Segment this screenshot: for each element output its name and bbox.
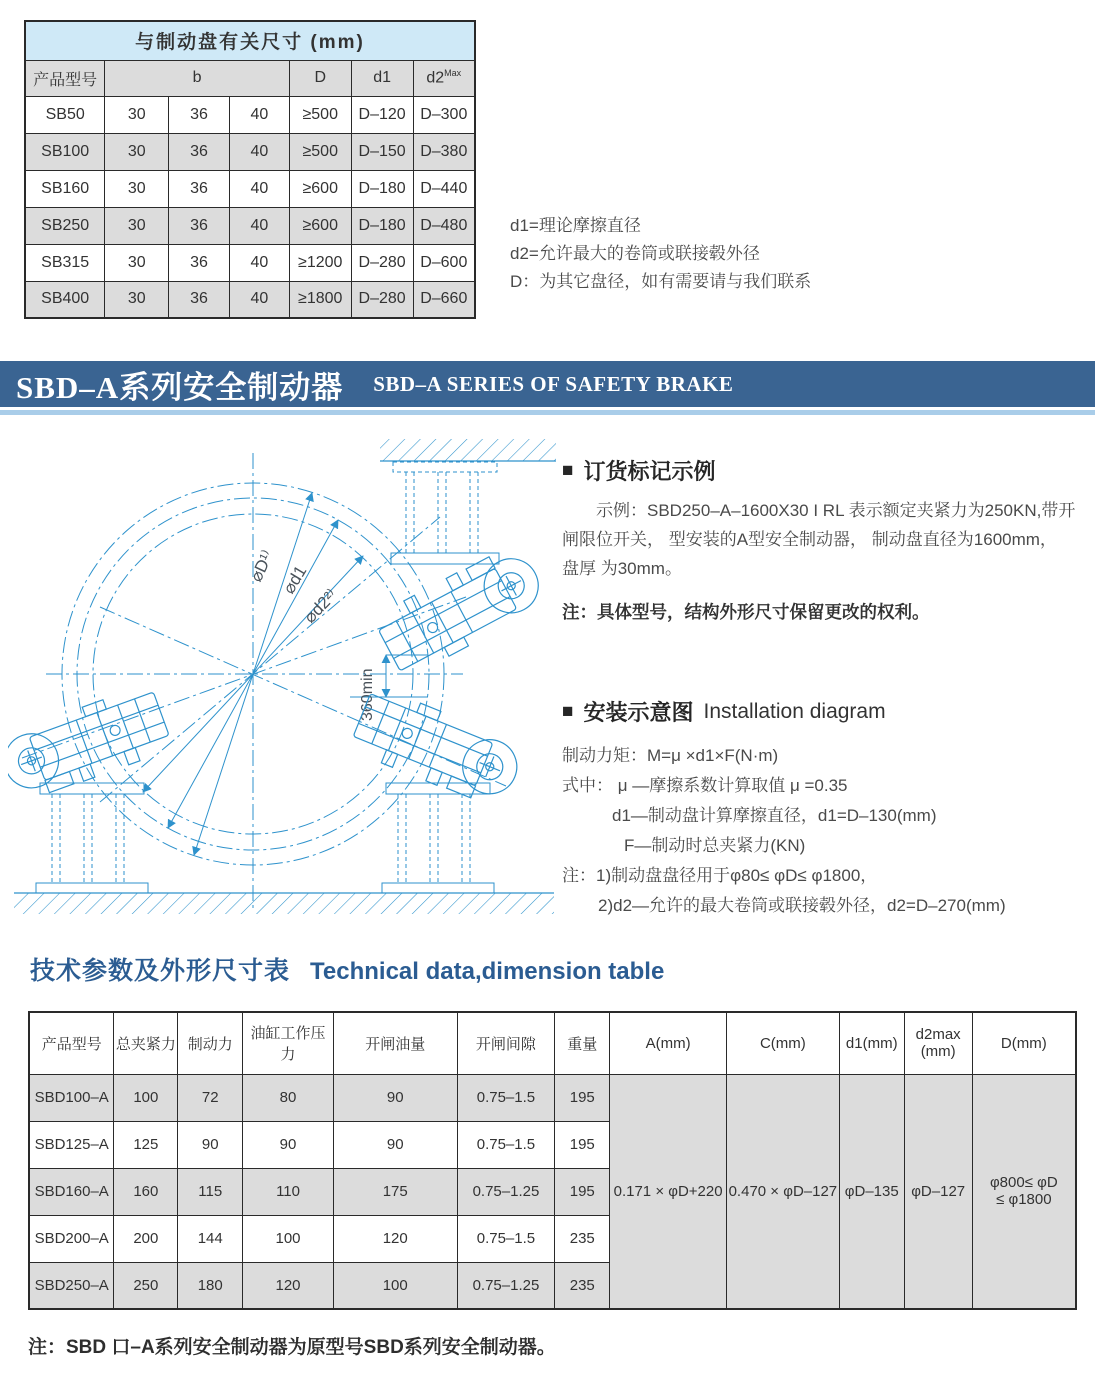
merged-cell-A: 0.171 × φD+220 [610, 1074, 727, 1309]
disc-dimension-table [24, 20, 476, 319]
note-D: D：为其它盘径，如有需要请与我们联系 [510, 272, 812, 291]
col-header-d1: d1 [351, 60, 413, 96]
col-header-brake: 制动力 [178, 1012, 243, 1074]
col-header-b: b [105, 60, 289, 96]
ground-hatch [14, 893, 554, 914]
tech-heading-cn: 技术参数及外形尺寸表 [30, 957, 291, 985]
note-d2: d2=允许最大的卷筒或联接毂外径 [510, 244, 760, 263]
col-header-d1: d1(mm) [839, 1012, 904, 1074]
tech-table-header-row [29, 1012, 1076, 1074]
col-header-d2max: d2max (mm) [904, 1012, 972, 1074]
table-row: SB250 30 36 40 ≥600 D–180 D–480 [25, 207, 475, 244]
col-header-pressure: 油缸工作压力 [243, 1012, 334, 1074]
section-marker-icon: ■ [562, 460, 574, 481]
merged-cell-d1: φD–135 [839, 1074, 904, 1309]
table-row: SB315 30 36 40 ≥1200 D–280 D–600 [25, 244, 475, 281]
col-header-D: D [289, 60, 351, 96]
installation-diagram [0, 431, 562, 921]
col-header-C: C(mm) [727, 1012, 840, 1074]
tech-heading-en: Technical data,dimension table [310, 958, 665, 985]
merged-cell-C: 0.470 × φD–127 [727, 1074, 840, 1309]
table-row: SB50 30 36 40 ≥500 D–120 D–300 [25, 96, 475, 133]
table-row: SB400 30 36 40 ≥1800 D–280 D–660 [25, 281, 475, 318]
bottom-left-pedestal [36, 783, 148, 893]
banner-title-cn: SBD–A系列安全制动器 [16, 369, 344, 405]
col-header-weight: 重量 [555, 1012, 610, 1074]
disc-table-title: 与制动盘有关尺寸 (mm) [25, 21, 475, 60]
diagonal-centerline [100, 607, 506, 786]
install-section-heading [562, 696, 1077, 727]
table-row: SB160 30 36 40 ≥600 D–180 D–440 [25, 170, 475, 207]
formula-line: 制动力矩：M=μ ×d1×F(N·m) [562, 746, 779, 765]
formula-line: 注：1)制动盘盘径用于φ80≤ φD≤ φ1800， [562, 866, 878, 885]
mid-section [0, 431, 1095, 921]
table-row: SBD160–A 160 115 110 175 0.75–1.25 195 [29, 1168, 1076, 1215]
disc-table-header-row [25, 60, 475, 96]
banner-title-en: SBD–A SERIES OF SAFETY BRAKE [373, 371, 734, 396]
brake-disc-drawing [8, 431, 560, 918]
section-marker-icon: ■ [562, 701, 574, 722]
dim-360min [350, 655, 428, 721]
diagonal-centerline [22, 597, 466, 758]
label-diameter-d2: ⌀d2²⁾ [300, 585, 341, 627]
footer-note: 注：SBD 口–A系列安全制动器为原型号SBD系列安全制动器。 [28, 1337, 556, 1358]
series-banner [0, 361, 1095, 407]
col-header-gap: 开闸间隙 [457, 1012, 555, 1074]
mid-right-column [562, 431, 1077, 921]
col-header-model: 产品型号 [29, 1012, 114, 1074]
tech-section-heading [30, 951, 1095, 987]
col-header-oil: 开闸油量 [333, 1012, 457, 1074]
caliper-top-right [372, 540, 551, 679]
table-row: SBD125–A 125 90 90 90 0.75–1.5 195 [29, 1121, 1076, 1168]
install-formula-block [562, 741, 1077, 921]
bottom-right-pedestal [382, 783, 494, 893]
table-row: SBD200–A 200 144 100 120 0.75–1.5 235 [29, 1215, 1076, 1262]
top-section [0, 20, 1095, 319]
note-d1: d1=理论摩擦直径 [510, 216, 641, 235]
technical-data-table [28, 1011, 1077, 1310]
merged-cell-d2max: φD–127 [904, 1074, 972, 1309]
col-header-force: 总夹紧力 [114, 1012, 178, 1074]
table-row: SBD250–A 250 180 120 100 0.75–1.25 235 [29, 1262, 1076, 1309]
formula-line: d1—制动盘计算摩擦直径，d1=D–130(mm) [612, 806, 937, 825]
formula-line: F—制动时总夹紧力(KN) [624, 836, 806, 855]
label-360min: 360min [359, 668, 376, 721]
table-row: SBD100–A 100 72 80 90 0.75–1.5 195 0.171 × φD+220 0.470 × φD–127 φD–135 φD–127 φ800≤ φD ≤ φ1800 [29, 1074, 1076, 1121]
col-header-D: D(mm) [972, 1012, 1076, 1074]
banner-strip [0, 410, 1095, 415]
ceiling-hatch [380, 439, 556, 461]
order-heading-text: 订货标记示例 [583, 459, 716, 484]
order-example-text: 示例：SBD250–A–1600X30 I RL 表示额定夹紧力为250KN,带开闸限位开关， 型安装的A型安全制动器， 制动盘直径为1600mm， 盘厚 为30mm。 [562, 501, 1076, 578]
formula-line: 2)d2—允许的最大卷筒或联接毂外径，d2=D–270(mm) [598, 896, 1006, 915]
install-heading-en: Installation diagram [703, 699, 886, 723]
label-diameter-D: ⌀D¹⁾ [246, 547, 278, 585]
table-row: SB100 30 36 40 ≥500 D–150 D–380 [25, 133, 475, 170]
col-header-A: A(mm) [610, 1012, 727, 1074]
top-right-mount [391, 462, 499, 564]
label-diameter-d1: ⌀d1 [279, 562, 311, 598]
order-section-heading [562, 455, 1077, 486]
install-heading-cn: 安装示意图 [583, 700, 694, 725]
col-header-model: 产品型号 [25, 60, 105, 96]
col-header-d2max: $d2^{Max}$ [413, 60, 475, 96]
order-note: 注：具体型号，结构外形尺寸保留更改的权利。 [562, 602, 930, 622]
formula-line: 式中： μ —摩擦系数计算取值 μ =0.35 [562, 776, 848, 795]
disc-table-notes [510, 212, 811, 319]
merged-cell-D: φ800≤ φD ≤ φ1800 [972, 1074, 1076, 1309]
